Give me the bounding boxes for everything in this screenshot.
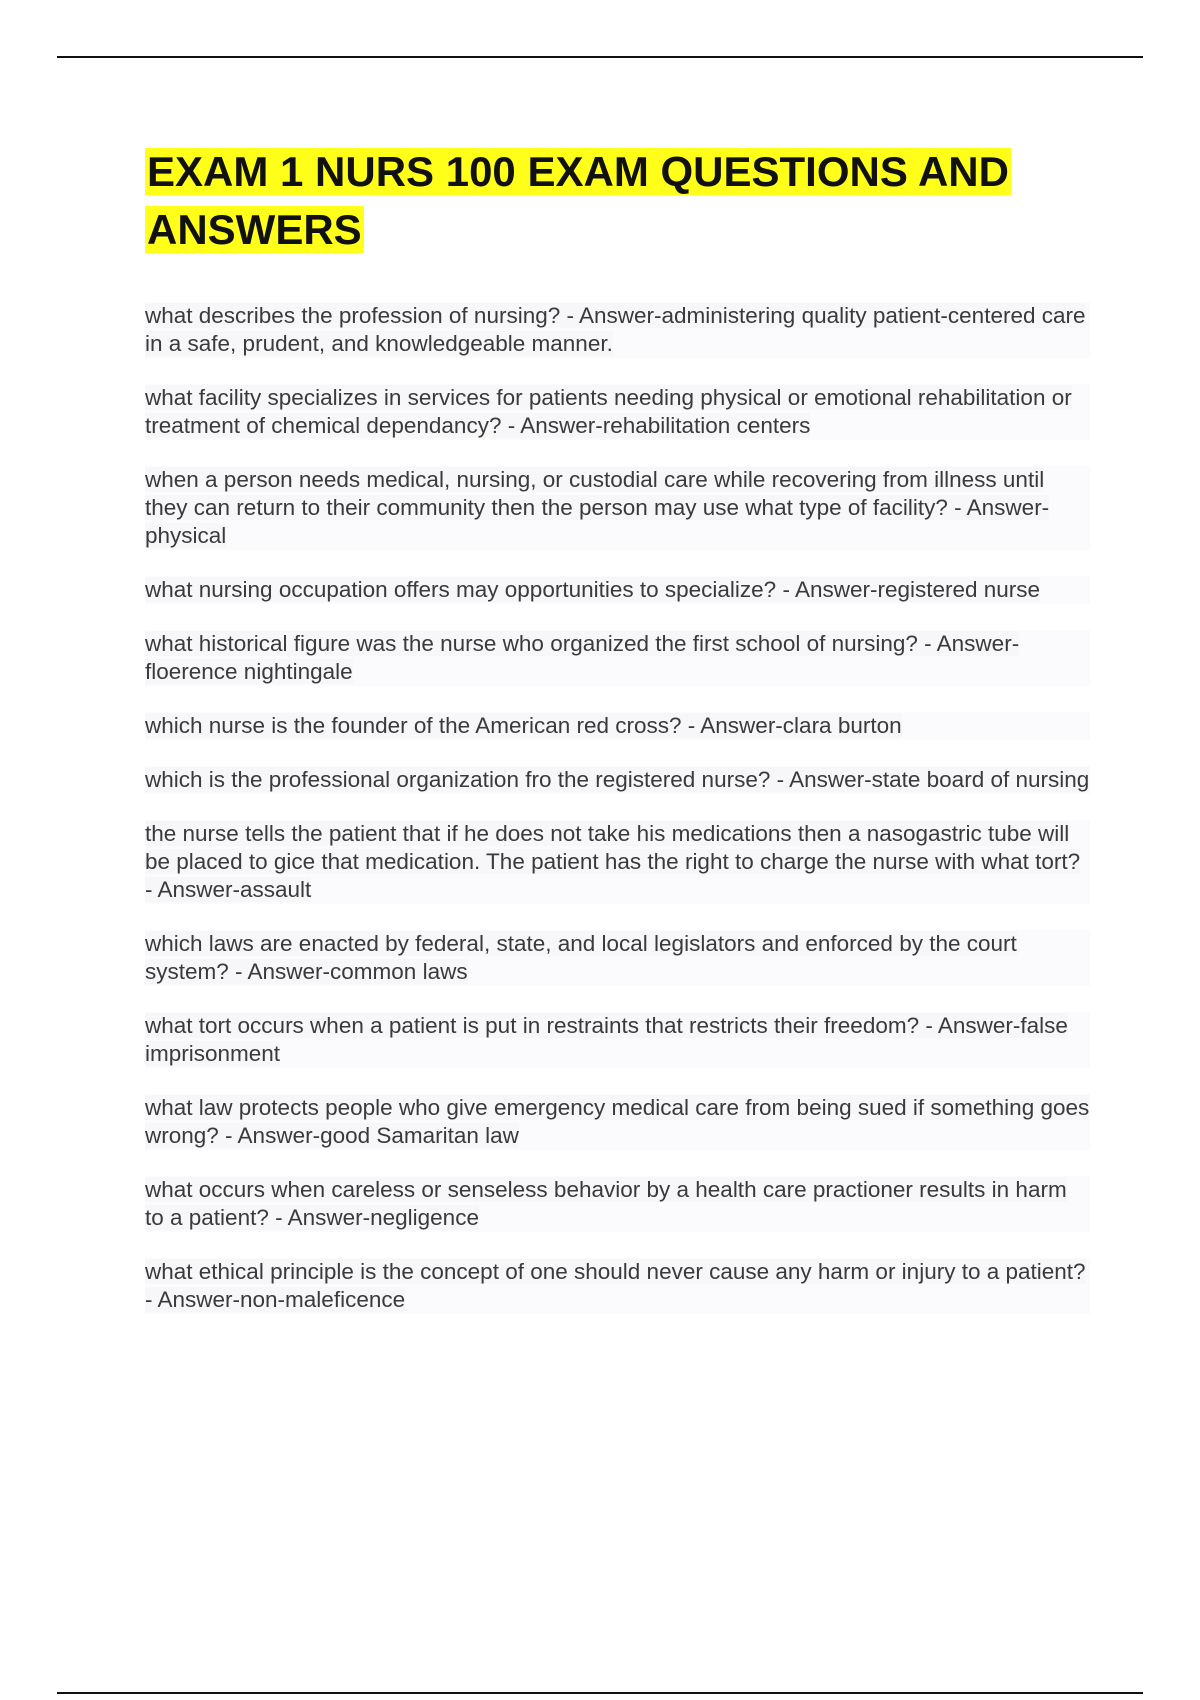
qa-item (145, 1094, 1090, 1150)
qa-text: which is the professional organization fro the registered nurse? - Answer-state board of nursing (145, 767, 1090, 792)
qa-text: the nurse tells the patient that if he does not take his medications then a nasogastric tube will be placed to gice that medication. The patient has the right to charge the nurse with what tort? - Answer-assault (145, 821, 1081, 902)
qa-text: what ethical principle is the concept of one should never cause any harm or injury to a patient? - Answer-non-maleficence (145, 1259, 1086, 1312)
qa-text: which laws are enacted by federal, state, and local legislators and enforced by the court system? - Answer-common laws (145, 931, 1017, 984)
qa-item (145, 712, 1090, 740)
title-text: EXAM 1 NURS 100 EXAM QUESTIONS AND ANSWERS (147, 148, 1009, 253)
qa-item (145, 1258, 1090, 1314)
qa-text: when a person needs medical, nursing, or custodial care while recovering from illness until they can return to their community then the person may use what type of facility? - Answer-physical (145, 467, 1050, 548)
qa-item (145, 766, 1090, 794)
qa-item (145, 1012, 1090, 1068)
qa-item (145, 1176, 1090, 1232)
qa-item (145, 820, 1090, 904)
qa-text: what facility specializes in services for patients needing physical or emotional rehabilitation or treatment of chemical dependancy? - Answer-rehabilitation centers (145, 385, 1072, 438)
qa-text: what describes the profession of nursing? - Answer-administering quality patient-centered care in a safe, prudent, and knowledgeable manner. (145, 303, 1086, 356)
qa-text: what law protects people who give emergency medical care from being sued if something goes wrong? - Answer-good Samaritan law (145, 1095, 1090, 1148)
top-divider (57, 56, 1143, 58)
document-title (145, 143, 1065, 259)
qa-item (145, 630, 1090, 686)
qa-item (145, 576, 1090, 604)
bottom-divider (57, 1692, 1143, 1694)
qa-text: what historical figure was the nurse who organized the first school of nursing? - Answer-floerence nightingale (145, 631, 1020, 684)
qa-item (145, 384, 1090, 440)
qa-text: what occurs when careless or senseless behavior by a health care practioner results in harm to a patient? - Answer-negligence (145, 1177, 1067, 1230)
qa-text: what nursing occupation offers may opportunities to specialize? - Answer-registered nurse (145, 577, 1041, 602)
qa-item (145, 930, 1090, 986)
qa-item (145, 466, 1090, 550)
qa-text: which nurse is the founder of the American red cross? - Answer-clara burton (145, 713, 902, 738)
qa-item (145, 302, 1090, 358)
qa-list (145, 302, 1090, 1340)
qa-text: what tort occurs when a patient is put in restraints that restricts their freedom? - Answer-false imprisonment (145, 1013, 1068, 1066)
